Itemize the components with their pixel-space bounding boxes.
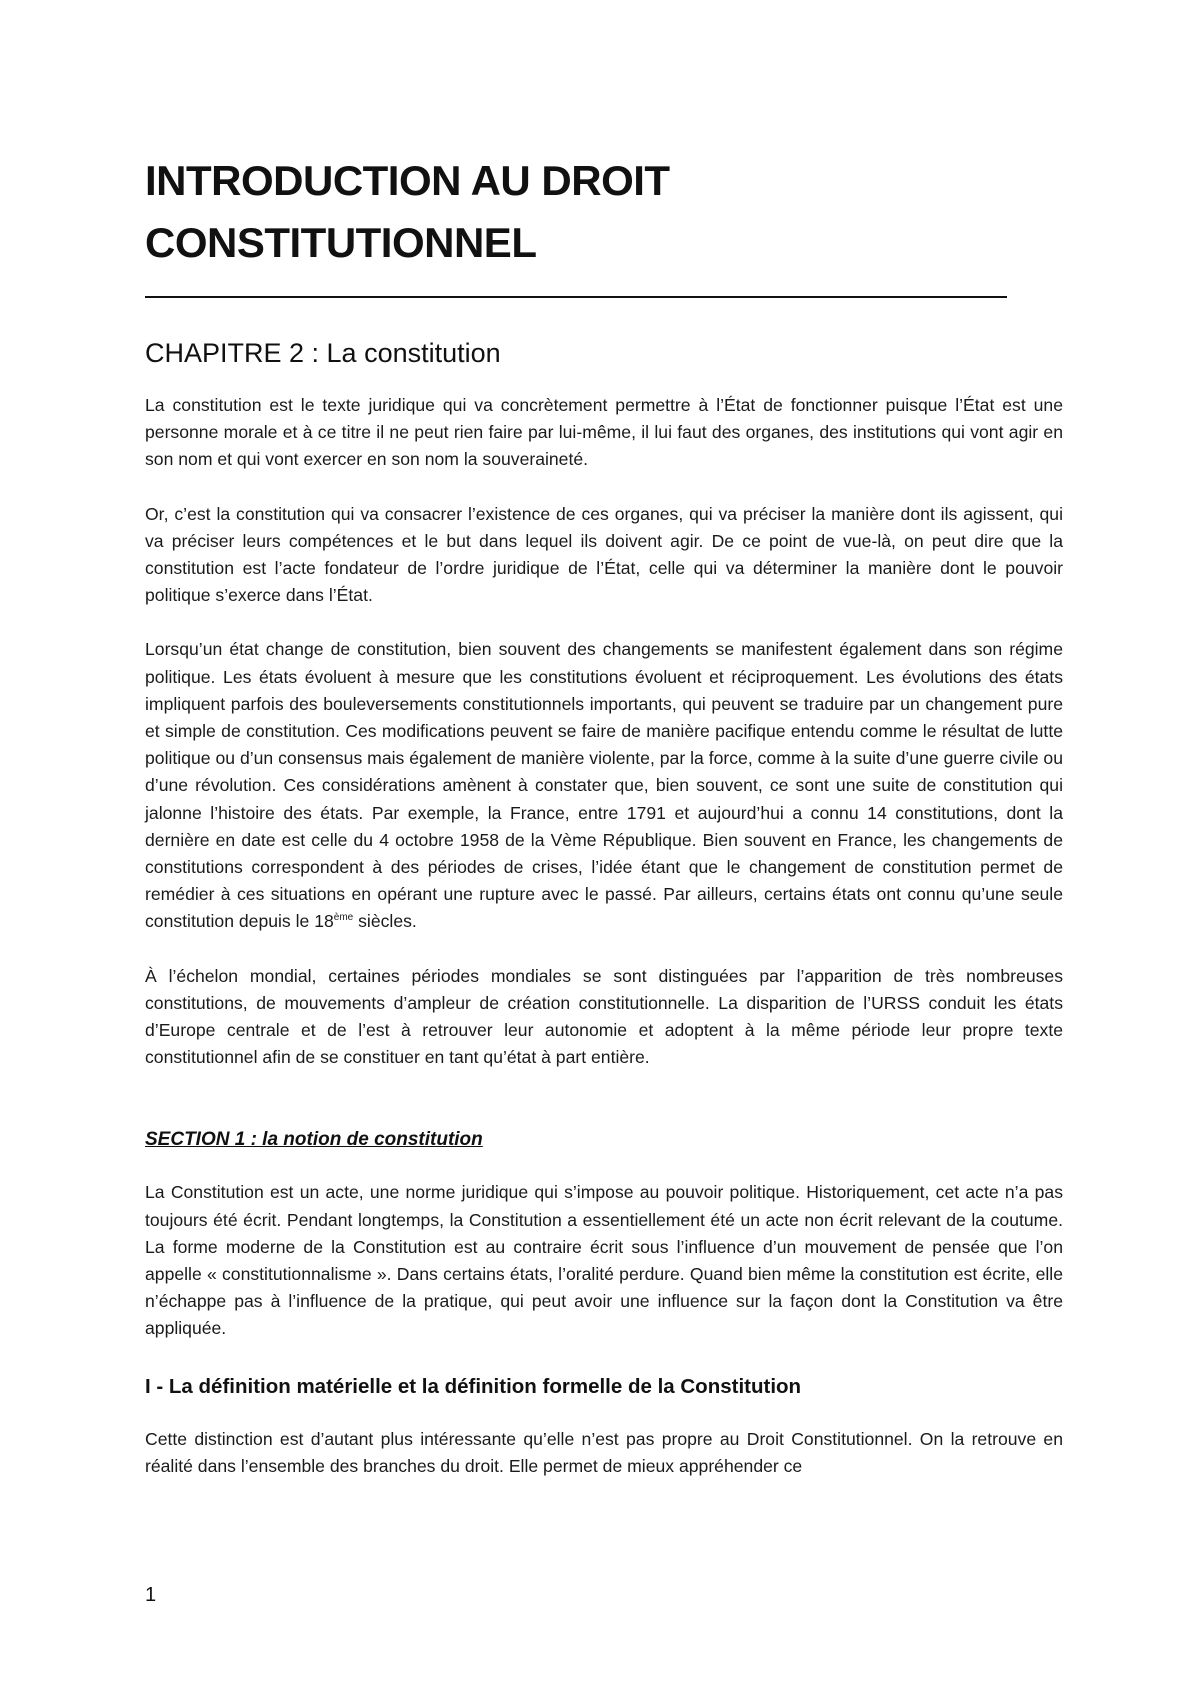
section-title: SECTION 1 : la notion de constitution (145, 1129, 483, 1151)
page-number: 1 (145, 1584, 157, 1606)
subsection-paragraph: Cette distinction est d’autant plus intéressante qu’elle n’est pas propre au Droit Constitutionnel. On la retrouve en réalité dans l’ensemble des branches du droit. Elle permet de mieux appréhender ce (145, 1428, 1063, 1476)
paragraph-3 (145, 636, 1063, 935)
paragraph-3-superscript: ème (333, 912, 354, 924)
document-title-line-1: INTRODUCTION AU DROIT (145, 157, 670, 204)
subsection-title: I - La définition matérielle et la définition formelle de la Constitution (145, 1374, 802, 1398)
paragraph-1: La constitution est le texte juridique qui va concrètement permettre à l’État de fonctionner puisque l’État est une personne morale et à ce titre il ne peut rien faire par lui-même, il lui faut des organes, des institutions qui vont agir en son nom et qui vont exercer en son nom la souveraineté. (145, 395, 1063, 470)
document-page (145, 150, 1063, 1480)
paragraph-2: Or, c’est la constitution qui va consacrer l’existence de ces organes, qui va préciser la manière dont ils agissent, qui va préciser leurs compétences et le but dans lequel ils doivent agir. De ce point de vue-là, on peut dire que la constitution est l’acte fondateur de l’ordre juridique de l’État, celle qui va déterminer la manière dont le pouvoir politique s’exerce dans l’État. (145, 503, 1063, 606)
document-title (145, 150, 1063, 274)
paragraph-4: À l’échelon mondial, certaines périodes mondiales se sont distinguées par l’apparition de très nombreuses constitutions, de mouvements d’ampleur de création constitutionnelle. La disparition de l’URSS conduit les états d’Europe centrale et de l’est à retrouver leur autonomie et adoptent à la même période leur propre texte constitutionnel afin de se constituer en tant qu’état à part entière. (145, 965, 1063, 1068)
title-divider (145, 296, 1007, 298)
section-paragraph: La Constitution est un acte, une norme juridique qui s’impose au pouvoir politique. Historiquement, cet acte n’a pas toujours été écrit. Pendant longtemps, la Constitution a essentiellement été un acte non écrit relevant de la coutume. La forme moderne de la Constitution est au contraire écrit sous l’influence d’un mouvement de pensée que l’on appelle « constitutionnalisme ». Dans certains états, l’oralité perdure. Quand bien même la constitution est écrite, elle n’échappe pas à l’influence de la pratique, qui peut avoir une influence sur la façon dont la Constitution va être appliquée. (145, 1182, 1063, 1339)
chapter-title: CHAPITRE 2 : La constitution (145, 338, 501, 368)
paragraph-3-body: Lorsqu’un état change de constitution, bien souvent des changements se manifestent également dans son régime politique. Les états évoluent à mesure que les constitutions évoluent et réciproquement. Les évolutions des états impliquent parfois des bouleversements constitutionnels importants, qui peuvent se traduire par un changement pure et simple de constitution. Ces modifications peuvent se faire de manière pacifique entendu comme le résultat de lutte politique ou d’un consensus mais également de manière violente, par la force, comme à la suite d’une guerre civile ou d’une révolution. Ces considérations amènent à constater que, bien souvent, ce sont une suite de constitution qui jalonne l’histoire des états. Par exemple, la France, entre 1791 et aujourd’hui a connu 14 constitutions, dont la dernière en date est celle du 4 octobre 1958 de la Vème République. Bien souvent en France, les changements de constitutions correspondent à des périodes de crises, l’idée étant que le changement de constitution permet de remédier à ces situations en opérant une rupture avec le passé. Par ailleurs, certains états ont connu qu’une seule constitution depuis le 18 (145, 639, 1063, 932)
document-title-line-2: CONSTITUTIONNEL (145, 219, 537, 266)
paragraph-3-end: siècles. (353, 911, 417, 932)
